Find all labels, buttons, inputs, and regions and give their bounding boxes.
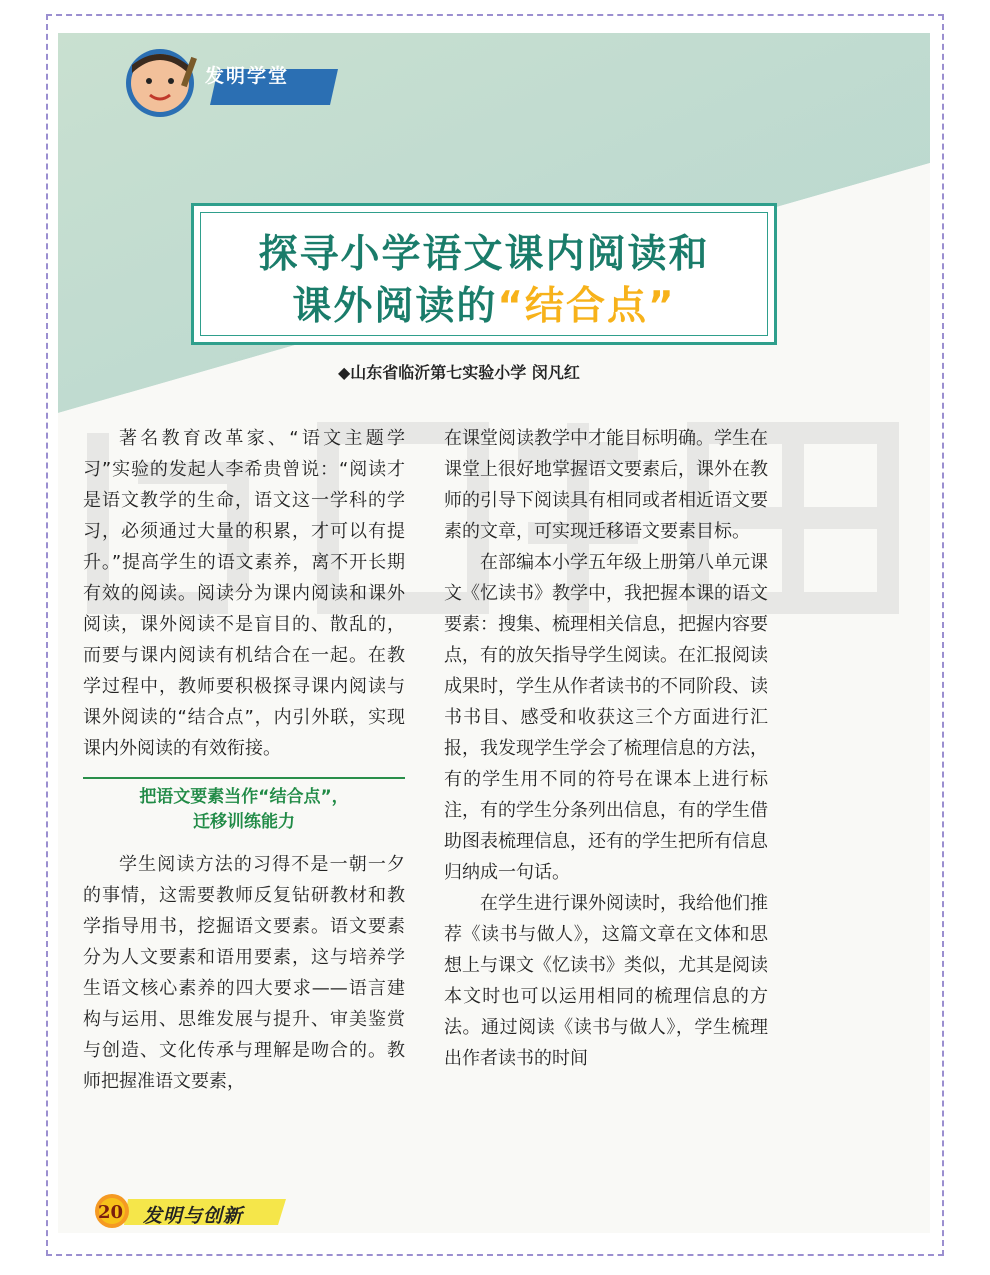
paragraph: 在学生进行课外阅读时，我给他们推荐《读书与做人》，这篇文章在文体和思想上与课文《忆读书》类似，尤其是阅读本文时也可以运用相同的梳理信息的方法。通过阅读《读书与做人》，学生梳理出作者读书的时间 — [444, 893, 768, 1069]
title-highlight: “结合点” — [497, 284, 676, 329]
paragraph: 在课堂阅读教学中才能目标明确。学生在课堂上很好地掌握语文要素后，课外在教师的引导下阅读具有相同或者相近语文要素的文章，可实现迁移语文要素目标。 — [444, 428, 768, 542]
right-column — [444, 423, 768, 1074]
title-line-2-text: 课外阅读的 — [292, 284, 498, 329]
paragraph: 在部编本小学五年级上册第八单元课文《忆读书》教学中，我把握本课的语文要素：搜集、梳理相关信息，把握内容要点，有的放矢指导学生阅读。在汇报阅读成果时，学生从作者读书的不同阶段、读书书目、感受和收获这三个方面进行汇报，我发现学生学会了梳理信息的方法，有的学生用不同的符号在课本上进行标注，有的学生分条列出信息，有的学生借助图表梳理信息，还有的学生把所有信息归纳成一句话。 — [444, 552, 768, 883]
paragraph: 学生阅读方法的习得不是一朝一夕的事情，这需要教师反复钻研教材和教学指导用书，挖掘语文要素。语文要素分为人文要素和语用要素，这与培养学生语文核心素养的四大要求——语言建构与运用、思维发展与提升、审美鉴赏与创造、文化传承与理解是吻合的。教师把握准语文要素， — [83, 854, 405, 1092]
section-heading-line-1: 把语文要素当作“结合点”， — [139, 787, 349, 807]
magazine-name: 发明与创新 — [143, 1205, 244, 1227]
article-title-line-1: 探寻小学语文课内阅读和 — [258, 232, 710, 277]
article-title-line-2 — [194, 275, 774, 331]
article-title-box — [191, 203, 777, 345]
author-byline: ◆山东省临沂第七实验小学 闵凡红 — [338, 363, 580, 382]
paragraph: 著名教育改革家、“语文主题学习”实验的发起人李希贵曾说：“阅读才是语文教学的生命，语文这一学科的学习，必须通过大量的积累，才可以有提升。”提高学生的语文素养，离不开长期有效的阅读。阅读分为课内阅读和课外阅读，课外阅读不是盲目的、散乱的，而要与课内阅读有机结合在一起。在教学过程中，教师要积极探寻课内阅读与课外阅读的“结合点”，内引外联，实现课内外阅读的有效衔接。 — [83, 428, 405, 759]
page-number: 20 — [98, 1202, 124, 1223]
section-heading-line-2: 迁移训练能力 — [193, 812, 295, 832]
section-badge-label: 发明学堂 — [204, 65, 289, 87]
section-heading — [83, 777, 405, 835]
left-column — [83, 423, 405, 1097]
